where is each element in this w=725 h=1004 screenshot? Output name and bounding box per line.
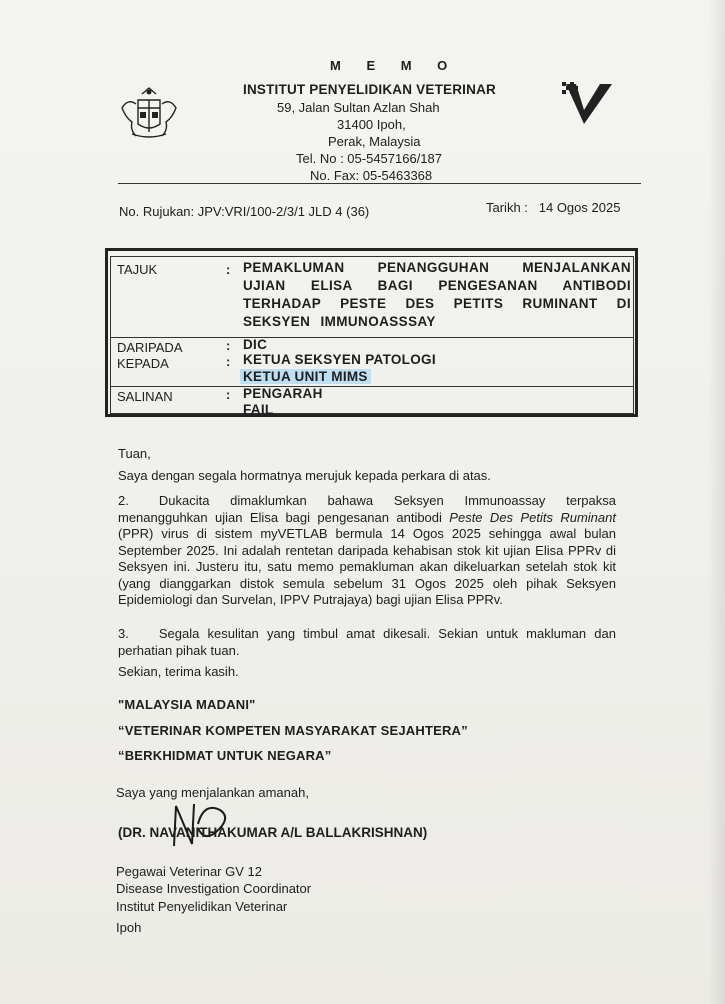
date-block	[486, 200, 620, 215]
signature-intro: Saya yang menjalankan amanah,	[116, 785, 309, 800]
position-line-1: Pegawai Veterinar GV 12	[116, 864, 262, 879]
paragraph-1: Saya dengan segala hormatnya merujuk kepada perkara di atas.	[118, 468, 491, 483]
position-line-4: Ipoh	[116, 920, 142, 935]
address-line-1: 59, Jalan Sultan Azlan Shah	[277, 100, 440, 115]
kepada-value-2	[240, 369, 371, 384]
daripada-label: DARIPADA	[117, 340, 183, 355]
salinan-colon: :	[226, 387, 231, 402]
daripada-value: DIC	[243, 337, 268, 352]
signatory-name: (DR. NAVANITHAKUMAR A/L BALLAKRISHNAN)	[118, 825, 428, 840]
paragraph-3-text: Segala kesulitan yang timbul amat dikesali. Sekian untuk makluman dan perhatian pihak tuan.	[118, 626, 616, 658]
table-divider	[110, 386, 634, 387]
date-value: 14 Ogos 2025	[538, 200, 621, 215]
salutation: Tuan,	[118, 446, 151, 461]
motto-1: "MALAYSIA MADANI"	[118, 697, 256, 712]
position-line-3: Institut Penyelidikan Veterinar	[116, 899, 288, 914]
institute-name: INSTITUT PENYELIDIKAN VETERINAR	[243, 82, 496, 97]
tajuk-value: PEMAKLUMAN PENANGGUHAN MENJALANKAN UJIAN ELISA BAGI PENGESANAN ANTIBODI TERHADAP PESTE DES PETITS RUMINANT DI SEKSYEN IMMUNOASSSAY	[243, 260, 631, 329]
header-divider	[118, 183, 641, 184]
paragraph-2	[118, 493, 616, 609]
fax-line: No. Fax: 05-5463368	[310, 168, 433, 183]
salinan-value-1: PENGARAH	[243, 386, 323, 401]
kepada-label: KEPADA	[117, 356, 169, 371]
reference-number: No. Rujukan: JPV:VRI/100-2/3/1 JLD 4 (36)	[119, 204, 370, 219]
kepada-value-1: KETUA SEKSYEN PATOLOGI	[243, 352, 436, 367]
paragraph-2-number: 2.	[118, 493, 129, 508]
tajuk-label: TAJUK	[117, 262, 158, 277]
paragraph-2-italic: Peste Des Petits Ruminant	[449, 509, 616, 525]
paragraph-3	[118, 626, 616, 659]
paragraph-2-text-a: Dukacita dimaklumkan bahawa Seksyen Immunoassay terpaksa menangguhkan ujian Elisa bagi pengesanan antibodi	[118, 493, 616, 525]
table-divider	[110, 337, 634, 338]
salinan-label: SALINAN	[117, 389, 173, 404]
closing-line: Sekian, terima kasih.	[118, 664, 239, 679]
malaysia-coat-of-arms-icon	[118, 86, 180, 140]
paragraph-2-text-b: (PPR) virus di sistem myVETLAB bermula 14 Ogos 2025 sehingga awal bulan September 2025. Ini adalah rentetan daripada kehabisan stok kit ujian Elisa PPRv di Seksyen ini. Justeru itu, satu memo pemakluman akan dikeluarkan setelah stok kit (yang dianggarkan distok semula sebelum 31 Ogos 2025 oleh pihak Seksyen Epidemiologi dan Survelan, IPPV Putrajaya) bagi ujian Elisa PPRv.	[118, 526, 616, 607]
position-line-2: Disease Investigation Coordinator	[116, 881, 312, 896]
page-edge-shadow	[707, 0, 725, 1004]
dvs-logo-icon	[560, 80, 618, 130]
motto-2: “VETERINAR KOMPETEN MASYARAKAT SEJAHTERA”	[118, 723, 468, 738]
date-label: Tarikh :	[486, 200, 528, 215]
kepada-colon: :	[226, 354, 231, 369]
handwritten-signature	[168, 798, 248, 850]
daripada-colon: :	[226, 338, 231, 353]
telephone-line: Tel. No : 05-5457166/187	[296, 151, 442, 166]
memo-title: M E M O	[330, 58, 459, 73]
paragraph-3-number: 3.	[118, 626, 129, 641]
address-line-3: Perak, Malaysia	[328, 134, 421, 149]
salinan-value-2: FAIL	[243, 402, 274, 417]
tajuk-colon: :	[226, 262, 231, 277]
motto-3: “BERKHIDMAT UNTUK NEGARA”	[118, 748, 332, 763]
kepada-value-2-highlight: KETUA UNIT MIMS	[240, 369, 371, 384]
address-line-2: 31400 Ipoh,	[337, 117, 406, 132]
